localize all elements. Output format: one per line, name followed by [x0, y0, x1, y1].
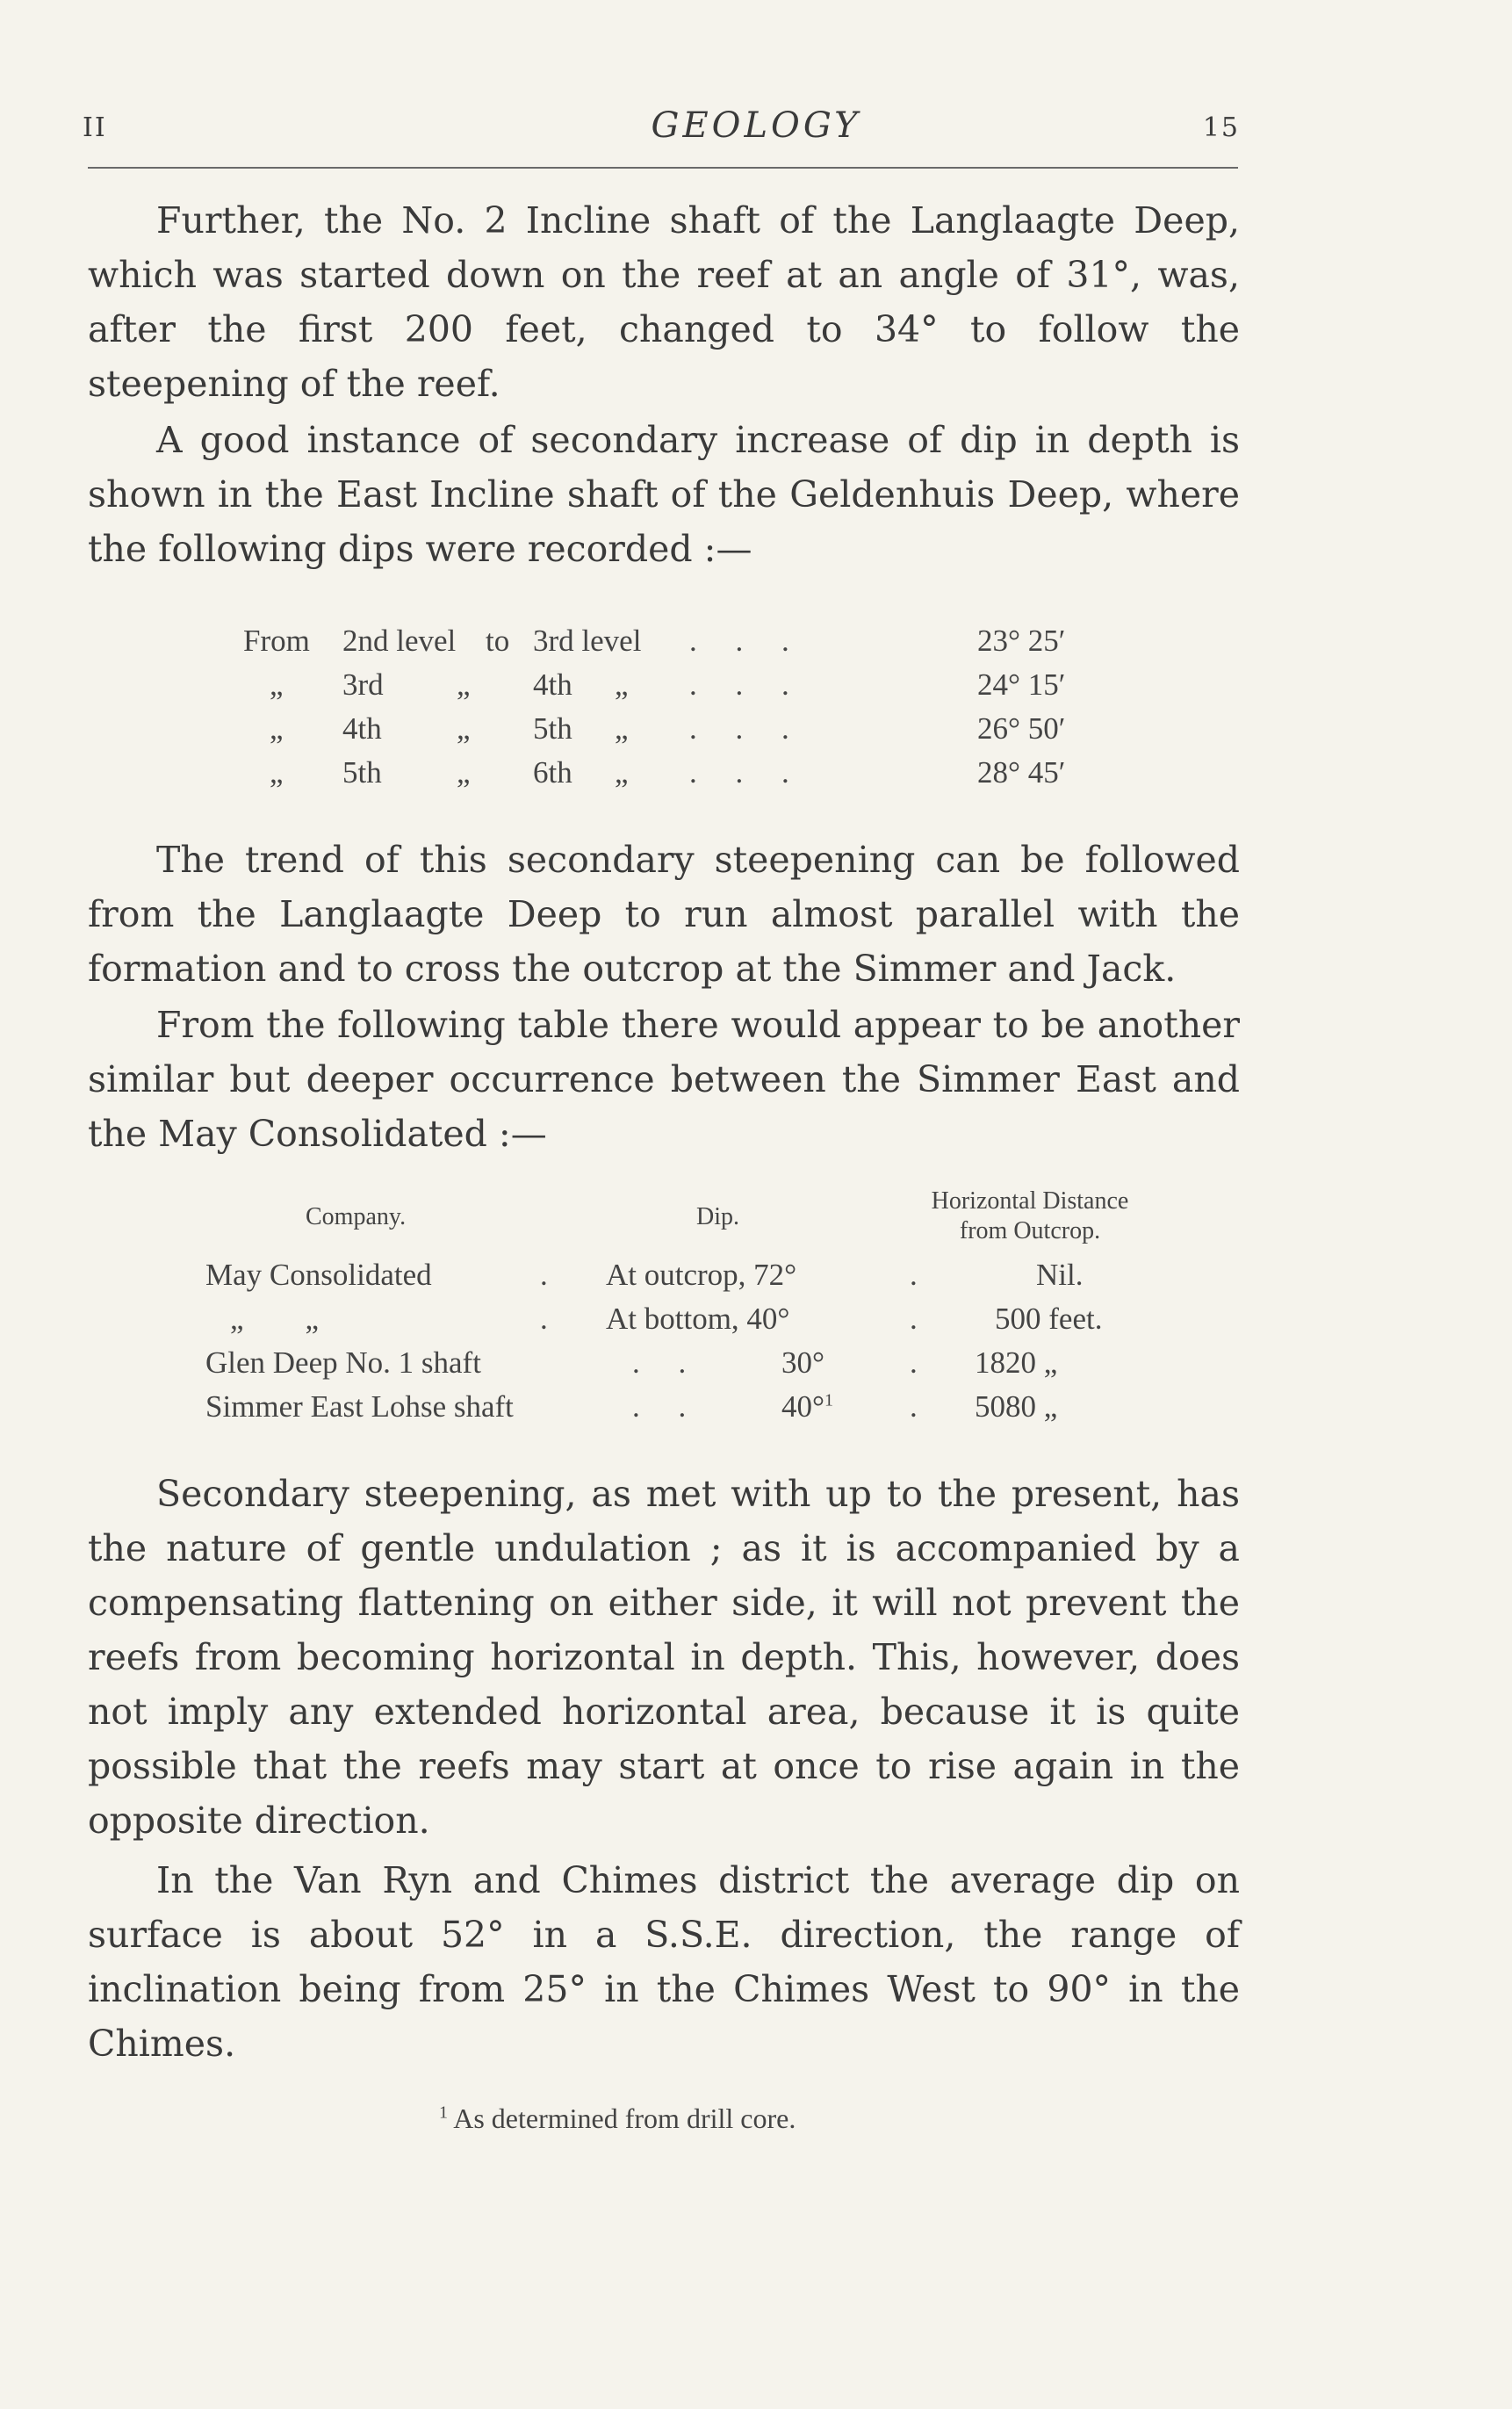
dips-to-word: „	[457, 755, 471, 790]
distance-value: 1820 „	[975, 1345, 1058, 1380]
leader-dots: .	[910, 1302, 918, 1336]
running-title: GEOLOGY	[651, 105, 861, 146]
column-header-company: Company.	[306, 1203, 407, 1230]
dips-leader-dots: . . .	[689, 755, 789, 790]
dips-from-level: 3rd	[342, 667, 384, 702]
dips-leader-dots: . . .	[689, 667, 789, 702]
paragraph-4: From the following table there would appear to be another similar but deeper occurrence between the Simmer East and the May Consolidated :—	[88, 1004, 1240, 1155]
dips-to-level: 5th	[533, 711, 572, 746]
paragraph-6: In the Van Ryn and Chimes district the average dip on surface is about 52° in a S.S.E. direction, the range of inclination being from 25° in the Chimes West to 90° in the Chimes.	[88, 1859, 1240, 2065]
dips-leader-dots: . . .	[689, 711, 789, 746]
dips-to-word: „	[457, 711, 471, 746]
dips-ditto: „	[615, 755, 629, 790]
dips-prefix: „	[270, 711, 284, 746]
company-name: „ „	[230, 1302, 320, 1336]
dips-to-level: 3rd level	[533, 624, 642, 658]
dips-prefix: „	[270, 667, 284, 702]
dips-to-level: 4th	[533, 667, 572, 702]
footnote-text: As determined from drill core.	[453, 2102, 796, 2134]
footnote-marker: 1	[439, 2102, 448, 2123]
header-rule	[88, 167, 1238, 169]
column-header-distance-line2: from Outcrop.	[959, 1217, 1101, 1244]
company-name: Simmer East Lohse shaft	[205, 1389, 514, 1424]
dip-number: 40°	[781, 1389, 824, 1424]
column-header-distance-line1: Horizontal Distance	[931, 1187, 1129, 1215]
dips-prefix: „	[270, 755, 284, 790]
distance-value: Nil.	[1036, 1258, 1084, 1292]
leader-dots: .	[910, 1345, 918, 1380]
leader-dots: . .	[632, 1345, 687, 1380]
dips-from-level: 5th	[342, 755, 382, 790]
dips-value: 23° 25′	[977, 624, 1066, 658]
dips-ditto: „	[615, 711, 629, 746]
company-name: Glen Deep No. 1 shaft	[205, 1345, 481, 1380]
paragraph-2: A good instance of secondary increase of dip in depth is shown in the East Incline shaft of the Geldenhuis Deep, where the following dips were recorded :—	[88, 419, 1240, 570]
dips-value: 28° 45′	[977, 755, 1066, 790]
dip-value: At bottom, 40°	[606, 1302, 790, 1336]
dip-value: 30°	[781, 1345, 824, 1380]
chapter-numeral: II	[83, 112, 107, 143]
dip-value	[781, 1389, 833, 1424]
paragraph-1: Further, the No. 2 Incline shaft of the Langlaagte Deep, which was started down on the reef at an angle of 31°, was, after the first 200 feet, changed to 34° to follow the steepening of the reef.	[88, 199, 1240, 405]
leader-dots: .	[910, 1389, 918, 1424]
dips-value: 24° 15′	[977, 667, 1066, 702]
footnote-reference: 1	[824, 1390, 833, 1410]
dips-value: 26° 50′	[977, 711, 1066, 746]
dip-value: At outcrop, 72°	[606, 1258, 797, 1292]
dips-leader-dots: . . .	[689, 624, 789, 658]
leader-dots: .	[540, 1302, 548, 1336]
paragraph-5: Secondary steepening, as met with up to the present, has the nature of gentle undulation ; as it is accompanied by a compensating flattening on either side, it will not prevent the reefs from becoming horizontal in depth. This, however, does not imply any extended horizontal area, because it is quite possible that the reefs may start at once to rise again in the opposite direction.	[88, 1473, 1240, 1842]
dips-prefix: From	[243, 624, 310, 658]
paragraph-3: The trend of this secondary steepening can be followed from the Langlaagte Deep to run almost parallel with the formation and to cross the outcrop at the Simmer and Jack.	[88, 839, 1240, 990]
dips-ditto: „	[615, 667, 629, 702]
leader-dots: .	[910, 1258, 918, 1292]
dips-from-level: 2nd level	[342, 624, 457, 658]
dips-to-level: 6th	[533, 755, 572, 790]
company-name: May Consolidated	[205, 1258, 432, 1292]
leader-dots: .	[540, 1258, 548, 1292]
footnote	[439, 2102, 796, 2135]
distance-value: 500 feet.	[995, 1302, 1103, 1336]
column-header-dip: Dip.	[696, 1203, 739, 1230]
dips-to-word: to	[486, 624, 510, 658]
page-number: 15	[1202, 112, 1240, 143]
distance-value: 5080 „	[975, 1389, 1058, 1424]
dips-to-word: „	[457, 667, 471, 702]
dips-from-level: 4th	[342, 711, 382, 746]
leader-dots: . .	[632, 1389, 687, 1424]
